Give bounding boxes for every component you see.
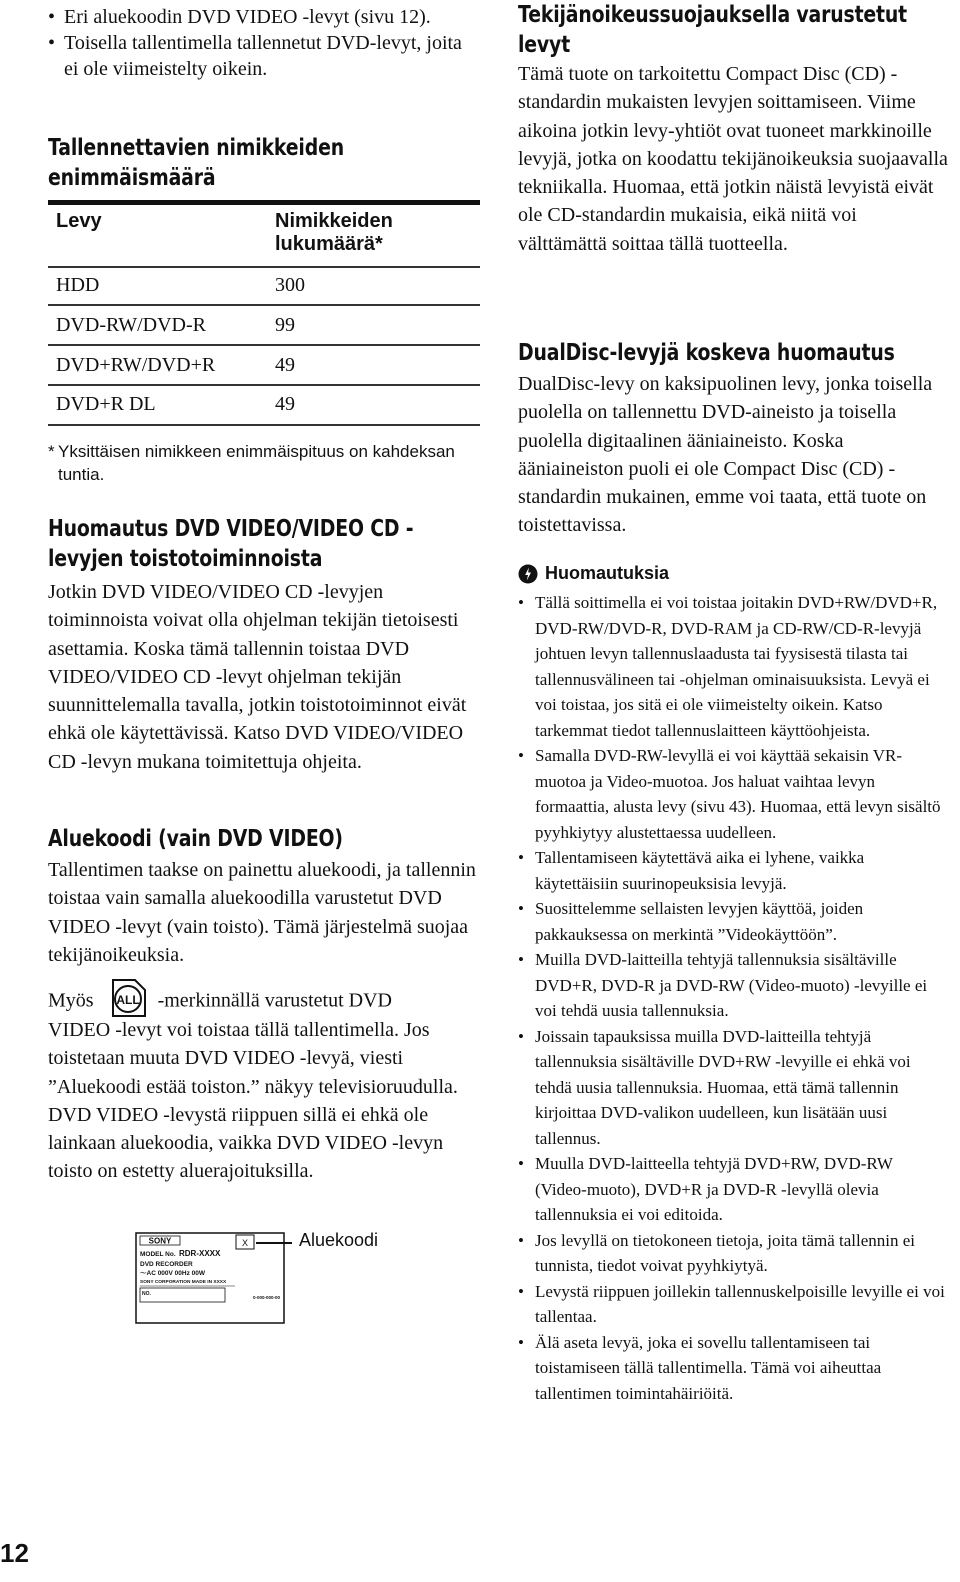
after-icon-text: -merkinnällä varustetut DVD — [157, 989, 392, 1012]
table-cell-count: 300 — [275, 274, 305, 296]
list-item: • Samalla DVD-RW-levyllä ei voi käyttää sekaisin VR-muotoa ja Video-muotoa. Jos haluat vaihtaa levyn formaattia, alusta levy (sivu 43). Huomaa, että levyn sisältö pyyhkiytyy alustettaessa uudelleen. — [518, 743, 948, 845]
list-item: • Muilla DVD-laitteilla tehtyjä tallennuksia sisältäville DVD+R, DVD-R ja DVD-RW (Video-muoto) -levyille ei voi tehdä uusia tallennuksia. — [518, 947, 948, 1024]
footnote-mark: * — [48, 442, 55, 461]
notes-title: Huomautuksia — [545, 563, 670, 583]
copyright-body: Tämä tuote on tarkoitettu Compact Disc (CD) -standardin mukaisten levyjen soittamiseen. Viime aikoina jotkin levy-yhtiöt ovat tuoneet markkinoille levyjä, jotka on koodattu tekijänoikeuksia suojaavalla tekniikalla. Huomaa, että jotkin näistä levyistä eivät ole CD-standardin mukaisia, eikä niitä voi välttämättä soittaa tällä tuotteella. — [518, 63, 948, 255]
playback-heading: Huomautus DVD VIDEO/VIDEO CD -levyjen toistotoiminnoista — [48, 516, 414, 572]
dualdisc-body: DualDisc-levy on kaksipuolinen levy, jonka toisella puolella on tallennettu DVD-aineisto ja toisella puolella digitaalinen ääniaineisto. Koska ääniaineiston puoli ei ole Compact Disc (CD) -standardin mukainen, emme voi taata, että tuote on toistettavissa. — [518, 373, 933, 537]
table-rule — [48, 266, 480, 268]
region-body-1: Tallentimen taakse on painettu aluekoodi, ja tallennin toistaa vain samalla aluekoodilla varustetut DVD VIDEO -levyt (vain toisto). Tämä järjestelmä suojaa tekijänoikeuksia. — [48, 859, 476, 966]
region-callout-label: Aluekoodi — [299, 1230, 379, 1250]
copyright-heading: Tekijänoikeussuojauksella varustetut levyt — [518, 2, 908, 58]
list-item: • Suosittelemme sellaisten levyjen käyttöä, joiden pakkauksessa on merkintä ”Videokäyttöön”. — [518, 896, 948, 947]
list-item: • Toisella tallentimella tallennetut DVD-levyt, joita ei ole viimeistelty oikein. — [48, 30, 480, 82]
list-item: • Eri aluekoodin DVD VIDEO -levyt (sivu 12). — [48, 4, 480, 30]
label-model-prefix: MODEL No. — [140, 1251, 176, 1258]
table-header-count: Nimikkeiden lukumäärä* — [275, 210, 393, 255]
label-product: DVD RECORDER — [140, 1261, 193, 1268]
myos-text: Myös — [48, 989, 94, 1012]
list-item: • Tallentamiseen käytettävä aika ei lyhene, vaikka käytettäisiin suurinopeuksisia levyjä. — [518, 845, 948, 896]
playback-body: Jotkin DVD VIDEO/VIDEO CD -levyjen toiminnoista voivat olla ohjelman tekijän tietoisesti asettamia. Koska tämä tallennin toistaa DVD VIDEO/VIDEO CD -levyt ohjelman tekijän suunnittelemalla tavalla, jotkin toistotoiminnot eivät ehkä ole käytettävissä. Katso DVD VIDEO/VIDEO CD -levyn mukana toimitettuja ohjeita. — [48, 581, 467, 773]
label-power: ～AC 000V 00Hz 00W — [140, 1270, 206, 1277]
label-serial: 0-000-000-00 — [252, 1295, 280, 1300]
table-cell-disc: DVD+R DL — [56, 393, 156, 415]
table-cell-disc: HDD — [56, 274, 100, 296]
table-header-disc: Levy — [56, 210, 102, 232]
svg-text:ALL: ALL — [115, 993, 140, 1007]
notes-list — [518, 590, 948, 1406]
table-cell-count: 99 — [275, 314, 295, 336]
list-item: • Jos levyllä on tietokoneen tietoja, joita tämä tallennin ei tunnista, tiedot voivat pyyhkiytyä. — [518, 1228, 948, 1279]
list-item: • Älä aseta levyä, joka ei sovellu tallentamiseen tai toistamiseen tällä tallentimella. Tämä voi aiheuttaa tallentimen toimintahäiriöitä. — [518, 1330, 948, 1407]
list-item: • Joissain tapauksissa muilla DVD-laitteilla tehtyjä tallennuksia sisältäville DVD+RW -levyille ei ehkä voi tehdä uusia tallennuksia. Huomaa, että tämä tallennin kirjoittaa DVD-valikon uudelleen, kun lisätään uusi tallennus. — [518, 1024, 948, 1152]
region-heading: Aluekoodi (vain DVD VIDEO) — [48, 826, 343, 852]
table-footnote — [48, 440, 480, 486]
title-count-heading: Tallennettavien nimikkeiden enimmäismäärä — [48, 135, 344, 191]
list-item: • Muulla DVD-laitteella tehtyjä DVD+RW, DVD-RW (Video-muoto), DVD+R ja DVD-R -levyllä olevia tallennuksia ei voi editoida. — [518, 1151, 948, 1228]
table-rule — [48, 304, 480, 306]
label-brand: SONY — [148, 1236, 172, 1246]
rear-label-illustration — [135, 1232, 285, 1324]
table-cell-disc: DVD-RW/DVD-R — [56, 314, 206, 336]
all-region-icon — [105, 976, 149, 1020]
table-cell-count: 49 — [275, 393, 295, 415]
region-code-box: X — [241, 1238, 249, 1248]
table-rule — [48, 344, 480, 346]
top-bullet-list — [48, 4, 480, 82]
footnote-text: Yksittäisen nimikkeen enimmäispituus on kahdeksan tuntia. — [58, 442, 455, 484]
label-model: RDR-XXXX — [179, 1249, 221, 1258]
label-maker: SONY CORPORATION MADE IN XXXX — [140, 1280, 227, 1285]
warning-icon — [518, 564, 538, 584]
table-rule — [48, 424, 480, 426]
page-number: 12 — [0, 1538, 29, 1568]
table-cell-count: 49 — [275, 354, 295, 376]
dualdisc-heading: DualDisc-levyjä koskeva huomautus — [518, 340, 895, 366]
table-top-rule — [48, 200, 480, 205]
label-no: NO. — [142, 1291, 151, 1297]
table-rule — [48, 384, 480, 386]
callout-line — [256, 1242, 292, 1244]
table-cell-disc: DVD+RW/DVD+R — [56, 354, 216, 376]
region-body-2: VIDEO -levyt voi toistaa tällä tallentimella. Jos toistetaan muuta DVD VIDEO -levyä, viesti ”Aluekoodi estää toiston.” näkyy televisioruudulla. DVD VIDEO -levystä riippuen sillä ei ehkä ole lainkaan aluekoodia, vaikka DVD VIDEO -levyn toisto on estetty aluerajoituksilla. — [48, 1019, 458, 1183]
list-item: • Tällä soittimella ei voi toistaa joitakin DVD+RW/DVD+R, DVD-RW/DVD-R, DVD-RAM ja CD-RW/CD-R-levyjä johtuen levyn tallennuslaadusta tai fyysisestä tilasta tai tallennusvälineen tai -ohjelman ominaisuuksista. Levyä ei voi toistaa, jos sitä ei ole viimeistelty oikein. Katso tarkemmat tiedot tallennuslaitteen käyttöohjeista. — [518, 590, 948, 743]
list-item: • Levystä riippuen joillekin tallennuskelpoisille levyille ei voi tallentaa. — [518, 1279, 948, 1330]
